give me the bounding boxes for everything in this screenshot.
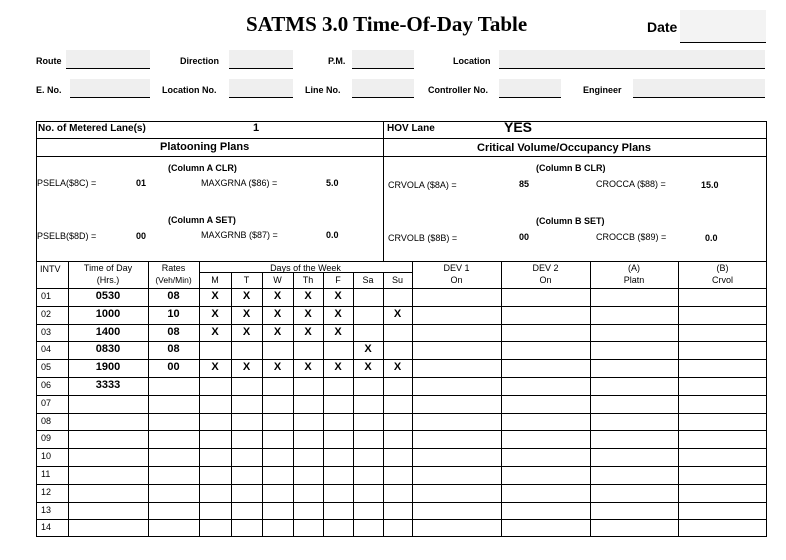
day-mark-cell[interactable]: X — [242, 361, 251, 373]
pselb-value: 00 — [136, 231, 147, 241]
maxgrnb-value: 0.0 — [326, 230, 339, 240]
intv-cell: 09 — [41, 433, 52, 443]
eno-field[interactable] — [70, 79, 150, 98]
controller-no-field[interactable] — [499, 79, 561, 98]
day-mark-cell[interactable]: X — [211, 290, 219, 302]
maxgrna-value: 5.0 — [326, 178, 339, 188]
rate-cell[interactable]: 08 — [167, 343, 180, 355]
day-mark-cell[interactable]: X — [273, 308, 282, 320]
time-cell[interactable]: 1000 — [95, 308, 121, 320]
time-cell[interactable]: 1900 — [95, 361, 121, 373]
rate-cell[interactable]: 08 — [167, 290, 180, 302]
day-mark-cell[interactable]: X — [304, 326, 312, 338]
direction-field[interactable] — [229, 50, 293, 69]
line-no-field[interactable] — [352, 79, 414, 98]
location-no-field[interactable] — [229, 79, 293, 98]
location-no-label: Location No. — [162, 85, 217, 95]
day-mark-cell[interactable]: X — [334, 326, 342, 338]
day-mark-cell[interactable]: X — [364, 361, 372, 373]
hov-lane-label: HOV Lane — [387, 123, 435, 134]
day-header-5: Sa — [362, 275, 374, 285]
plan-b-header: (B) — [716, 263, 729, 273]
direction-label: Direction — [180, 56, 220, 66]
date-field[interactable] — [680, 10, 766, 43]
day-mark-cell[interactable]: X — [304, 361, 312, 373]
crvolb-value: 00 — [519, 232, 530, 242]
intv-cell: 10 — [41, 451, 52, 461]
dev1-on-header: On — [450, 275, 463, 285]
psela-value: 01 — [136, 178, 147, 188]
route-field[interactable] — [66, 50, 150, 69]
intv-cell: 06 — [41, 380, 52, 390]
metered-lanes-value: 1 — [253, 122, 260, 134]
critical-heading: Critical Volume/Occupancy Plans — [477, 142, 652, 154]
day-mark-cell[interactable]: X — [273, 361, 282, 373]
day-mark-cell[interactable]: X — [242, 290, 251, 302]
day-mark-cell[interactable]: X — [304, 290, 312, 302]
intv-cell: 08 — [41, 416, 52, 426]
date-label: Date — [647, 19, 678, 35]
day-header-1: T — [243, 275, 250, 285]
day-mark-cell[interactable]: X — [334, 308, 342, 320]
pm-field[interactable] — [352, 50, 414, 69]
crvola-value: 85 — [519, 179, 530, 189]
column-a-set-label: (Column A SET) — [168, 215, 236, 225]
platooning-heading: Platooning Plans — [160, 141, 250, 153]
intv-cell: 02 — [41, 309, 52, 319]
maxgrna-label: MAXGRNA ($86) = — [201, 178, 278, 188]
time-cell[interactable]: 3333 — [95, 379, 121, 391]
day-mark-cell[interactable]: X — [211, 326, 219, 338]
day-mark-cell[interactable]: X — [273, 290, 282, 302]
column-a-clr-label: (Column A CLR) — [168, 163, 237, 173]
crocca-value: 15.0 — [701, 180, 719, 190]
intv-cell: 11 — [41, 469, 51, 479]
column-b-set-label: (Column B SET) — [536, 216, 605, 226]
day-mark-cell[interactable]: X — [334, 290, 342, 302]
day-mark-cell[interactable]: X — [242, 326, 251, 338]
intv-cell: 12 — [41, 487, 52, 497]
day-header-0: M — [211, 275, 219, 285]
rates-unit-header: (Veh/Min) — [155, 275, 192, 285]
plan-a-header: (A) — [628, 263, 640, 273]
dev1-header: DEV 1 — [443, 263, 470, 273]
intv-cell: 04 — [41, 344, 52, 354]
dev2-header: DEV 2 — [532, 263, 559, 273]
day-mark-cell[interactable]: X — [211, 308, 219, 320]
intv-cell: 13 — [41, 505, 52, 515]
time-header: Time of Day — [83, 263, 133, 273]
form-title: SATMS 3.0 Time-Of-Day Table — [246, 12, 528, 36]
dev2-on-header: On — [539, 275, 552, 285]
location-label: Location — [453, 56, 491, 66]
intv-cell: 07 — [41, 398, 52, 408]
day-mark-cell[interactable]: X — [334, 361, 342, 373]
day-header-3: Th — [302, 275, 314, 285]
pm-label: P.M. — [328, 56, 346, 66]
intv-cell: 03 — [41, 327, 52, 337]
croccb-value: 0.0 — [705, 233, 718, 243]
psela-label: PSELA($8C) = — [37, 178, 97, 188]
croccb-label: CROCCB ($89) = — [596, 232, 667, 242]
crocca-label: CROCCA ($88) = — [596, 179, 666, 189]
rate-cell[interactable]: 10 — [167, 308, 180, 320]
time-cell[interactable]: 0530 — [95, 290, 121, 302]
location-field[interactable] — [499, 50, 765, 69]
rate-cell[interactable]: 08 — [167, 326, 180, 338]
metered-lanes-label: No. of Metered Lane(s) — [38, 123, 146, 134]
time-unit-header: (Hrs.) — [96, 275, 120, 285]
column-b-clr-label: (Column B CLR) — [536, 163, 606, 173]
day-mark-cell[interactable]: X — [393, 361, 402, 373]
day-header-2: W — [273, 275, 282, 285]
controller-no-label: Controller No. — [428, 85, 488, 95]
day-mark-cell[interactable]: X — [273, 326, 282, 338]
hov-lane-value: YES — [504, 119, 533, 135]
line-no-label: Line No. — [305, 85, 341, 95]
day-mark-cell[interactable]: X — [393, 308, 402, 320]
plan-b-sub-header: Crvol — [711, 275, 733, 285]
day-mark-cell[interactable]: X — [242, 308, 251, 320]
plan-a-sub-header: Platn — [623, 275, 645, 285]
intv-header: INTV — [40, 264, 61, 274]
intv-cell: 01 — [41, 291, 52, 301]
maxgrnb-label: MAXGRNB ($87) = — [201, 230, 278, 240]
time-cell[interactable]: 0830 — [95, 343, 121, 355]
rate-cell[interactable]: 00 — [167, 361, 180, 373]
pselb-label: PSELB($8D) = — [37, 231, 97, 241]
engineer-field[interactable] — [633, 79, 765, 98]
time-cell[interactable]: 1400 — [95, 326, 121, 338]
day-header-6: Su — [391, 275, 403, 285]
days-of-week-header: Days of the Week — [270, 263, 341, 273]
eno-label: E. No. — [36, 85, 62, 95]
day-mark-cell[interactable]: X — [364, 343, 372, 355]
day-mark-cell[interactable]: X — [304, 308, 312, 320]
intv-cell: 14 — [41, 522, 52, 532]
rates-header: Rates — [161, 263, 186, 273]
crvolb-label: CRVOLB ($8B) = — [388, 233, 458, 243]
intv-cell: 05 — [41, 362, 52, 372]
route-label: Route — [36, 56, 62, 66]
day-mark-cell[interactable]: X — [211, 361, 219, 373]
crvola-label: CRVOLA ($8A) = — [388, 180, 457, 190]
engineer-label: Engineer — [583, 85, 622, 95]
day-header-4: F — [335, 275, 341, 285]
